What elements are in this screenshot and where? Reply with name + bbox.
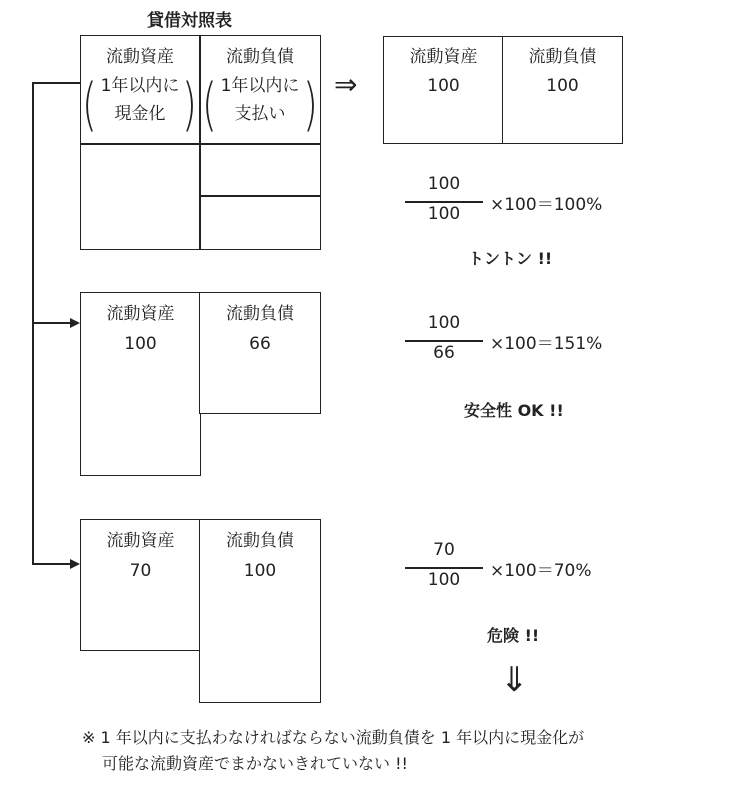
note-line-2: 可能な流動資産でまかないきれていない !! <box>102 754 408 773</box>
case3-assets-label: 流動資産 <box>106 531 175 551</box>
divider-horizontal <box>80 143 321 145</box>
case2-denominator: 66 <box>433 343 455 363</box>
liabilities-paren-right: ) <box>303 71 318 138</box>
case1-numerator: 100 <box>427 174 461 194</box>
case2-liabilities-label: 流動負債 <box>226 304 294 324</box>
case1-assets-value: 100 <box>427 76 460 96</box>
arrowhead-case3 <box>70 559 80 569</box>
connector-to-case2 <box>32 322 72 324</box>
case2-verdict: 安全性 OK !! <box>464 401 564 420</box>
case1-verdict: トントン !! <box>468 249 553 268</box>
case2-assets-label: 流動資産 <box>106 304 175 324</box>
liabilities-note-line1: 1年以内に <box>220 76 300 96</box>
assets-note-line1: 1年以内に <box>100 76 180 96</box>
case3-numerator: 70 <box>433 540 455 560</box>
case1-liabilities-label: 流動負債 <box>528 47 597 67</box>
connector-to-case3 <box>32 563 72 565</box>
case1-formula: ×100＝100% <box>490 195 603 215</box>
case2-formula: ×100＝151% <box>490 334 603 354</box>
note-line-1: ※ 1 年以内に支払わなければならない流動負債を 1 年以内に現金化が <box>82 728 585 747</box>
case2-numerator: 100 <box>427 313 461 333</box>
case1-denominator: 100 <box>427 204 461 224</box>
case2-liabilities-value: 66 <box>249 334 271 354</box>
assets-label: 流動資産 <box>106 47 174 67</box>
case3-liabilities-value: 100 <box>243 561 277 581</box>
case1-assets-label: 流動資産 <box>409 47 478 67</box>
assets-paren-right: ) <box>182 71 197 138</box>
case3-formula: ×100＝70% <box>490 561 592 581</box>
case3-assets-value: 70 <box>129 561 152 581</box>
arrowhead-case2 <box>70 318 80 328</box>
implies-arrow: ⇒ <box>334 68 358 101</box>
divider-liabilities-lower <box>199 195 321 197</box>
assets-note-line2: 現金化 <box>114 104 166 124</box>
case1-liabilities-value: 100 <box>546 76 579 96</box>
case3-verdict: 危険 !! <box>487 626 540 645</box>
liabilities-paren-left: ( <box>202 71 217 138</box>
down-arrow: ⇓ <box>500 660 529 700</box>
case2-fraction-bar <box>405 340 483 342</box>
case3-fraction-bar <box>405 567 483 569</box>
liabilities-note-line2: 支払い <box>234 104 286 124</box>
assets-paren-left: ( <box>82 71 97 138</box>
case3-liabilities-label: 流動負債 <box>226 531 294 551</box>
connector-top <box>32 82 80 84</box>
case2-assets-value: 100 <box>124 334 157 354</box>
case3-denominator: 100 <box>427 570 461 590</box>
page-title: 貸借対照表 <box>147 11 232 31</box>
case1-fraction-bar <box>405 201 483 203</box>
liabilities-label: 流動負債 <box>226 47 294 67</box>
